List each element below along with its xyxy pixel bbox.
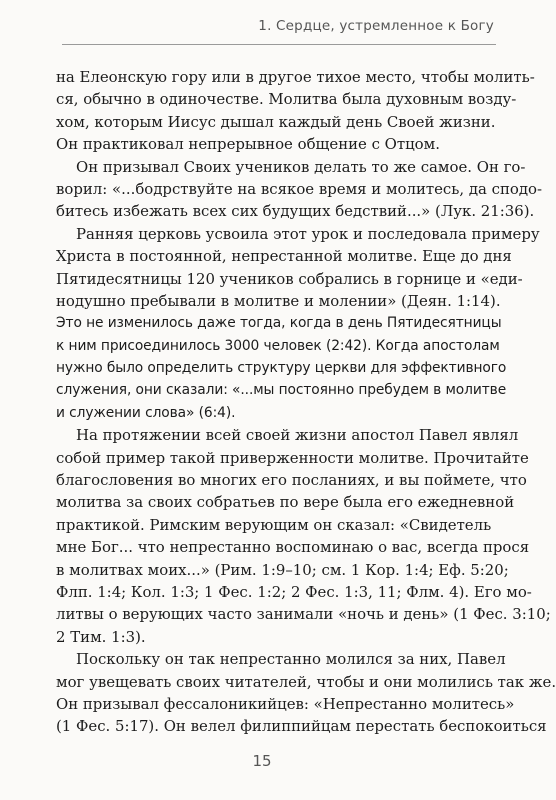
text-line: Он призывал Своих учеников делать то же самое. Он го-	[76, 157, 526, 176]
text-line: и служении слова» (6:4).	[56, 404, 236, 421]
text-line: на Елеонскую гору или в другое тихое место, чтобы молить-	[56, 68, 535, 86]
paragraph	[56, 648, 556, 738]
text-line: литвы о верующих часто занимали «ночь и день» (1 Фес. 3:10;	[56, 605, 551, 624]
paragraph	[56, 66, 535, 156]
page-number: 15	[252, 752, 272, 770]
text-line: Он практиковал непрерывное общение с Отцом.	[56, 135, 440, 154]
text-line: битесь избежать всех сих будущих бедствий...» (Лук. 21:36).	[56, 202, 535, 221]
text-line: 2 Тим. 1:3).	[56, 627, 146, 646]
text-line: Пятидесятницы 120 учеников собрались в горнице и «еди-	[56, 269, 523, 288]
text-line: Он призывал фессалоникийцев: «Непрестанно молитесь»	[56, 694, 515, 713]
text-line: в молитвах моих...» (Рим. 1:9–10; см. 1 Кор. 1:4; Еф. 5:20;	[56, 560, 509, 579]
text-line: нодушно пребывали в молитве и молении» (Деян. 1:14).	[56, 291, 501, 310]
text-line: Ранняя церковь усвоила этот урок и последовала примеру	[76, 224, 540, 243]
text-line: ся, обычно в одиночестве. Молитва была духовным возду-	[56, 90, 517, 109]
text-line: Христа в постоянной, непрестанной молитве. Еще до дня	[56, 247, 512, 266]
text-line: благословения во многих его посланиях, и вы поймете, что	[56, 471, 527, 490]
text-line: Поскольку он так непрестанно молился за них, Павел	[76, 650, 506, 669]
text-line: служения, они сказали: «...мы постоянно пребудем в молитве	[56, 382, 507, 399]
text-line: (1 Фес. 5:17). Он велел филиппийцам перестать беспокоиться	[56, 717, 547, 736]
text-line: практикой. Римским верующим он сказал: «Свидетель	[56, 515, 492, 534]
paragraph	[56, 223, 540, 313]
text-line: На протяжении всей своей жизни апостол Павел являл	[76, 426, 519, 445]
text-line: Это не изменилось даже тогда, когда в день Пятидесятницы	[56, 315, 502, 332]
text-line: ворил: «...бодрствуйте на всякое время и молитесь, да сподо-	[56, 179, 543, 198]
text-line: молитва за своих собратьев по вере была его ежедневной	[56, 493, 515, 512]
text-line: хом, которым Иисус дышал каждый день Своей жизни.	[56, 112, 496, 131]
text-line: Флп. 1:4; Кол. 1:3; 1 Фес. 1:2; 2 Фес. 1:3, 11; Флм. 4). Его мо-	[56, 582, 532, 601]
text-line: мне Бог... что непрестанно воспоминаю о вас, всегда прося	[56, 538, 530, 557]
text-line: мог увещевать своих читателей, чтобы и они молились так же.	[56, 672, 556, 691]
text-line: собой пример такой приверженности молитве. Прочитайте	[56, 448, 529, 467]
running-header: 1. Сердце, устремленное к Богу	[258, 18, 494, 34]
text-line: к ним присоединилось 3000 человек (2:42). Когда апостолам	[56, 337, 500, 354]
paragraph	[56, 312, 507, 424]
text-line: нужно было определить структуру церкви для эффективного	[56, 360, 507, 377]
paragraph	[56, 424, 551, 648]
paragraph	[56, 156, 543, 223]
body-text	[56, 66, 556, 738]
header-rule	[62, 44, 496, 45]
